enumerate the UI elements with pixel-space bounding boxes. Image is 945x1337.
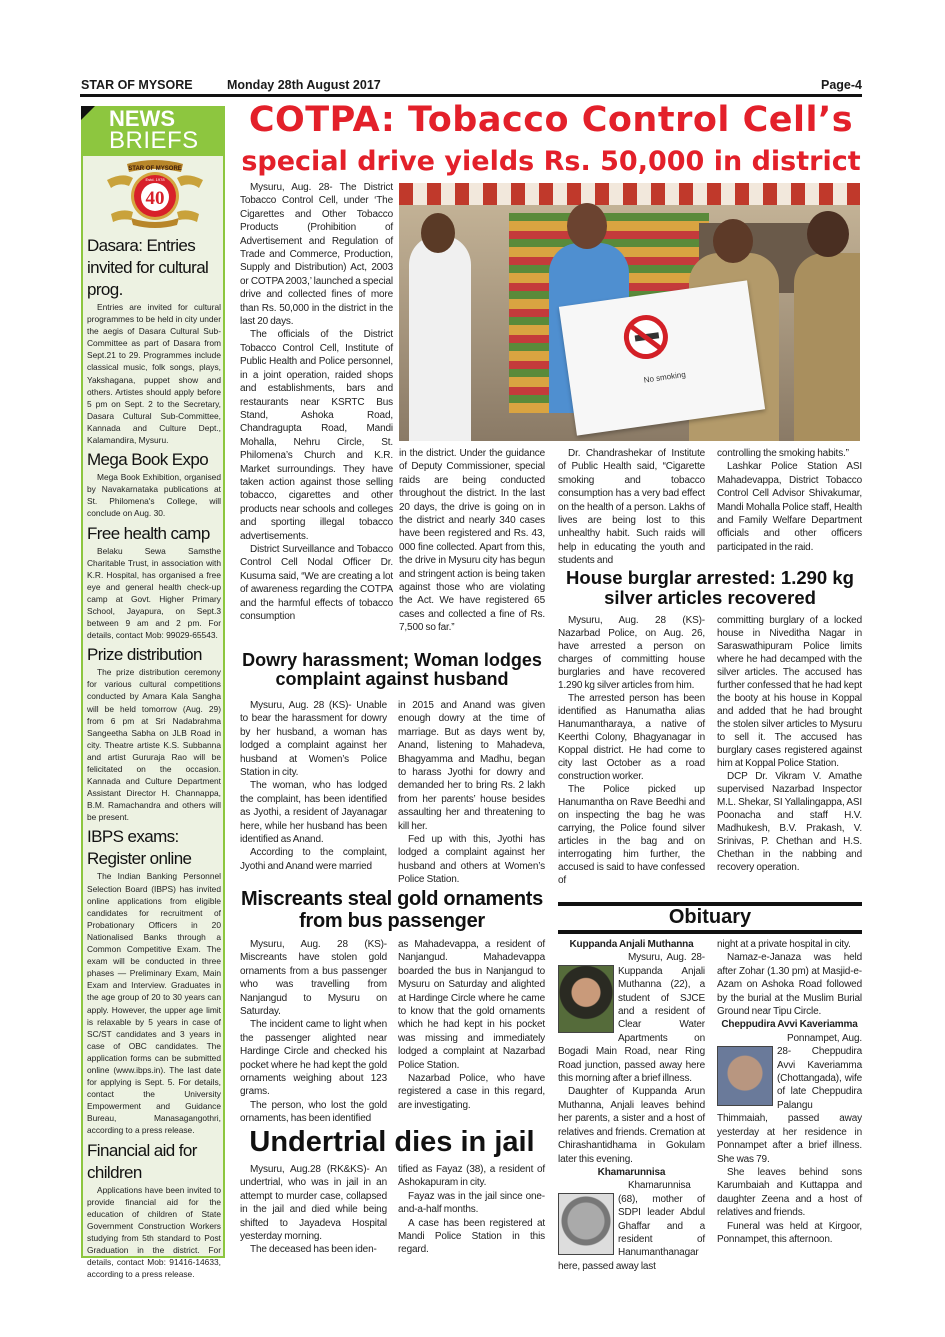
obituary-bottom-rule <box>558 930 862 934</box>
news-briefs-banner <box>83 108 223 156</box>
paragraph: The person, who lost the gold ornaments, has been identified <box>240 1099 387 1125</box>
obituary-photo-anjali <box>558 965 614 1033</box>
brief-body: Belaku Sewa Samsthe Charitable Trust, in association with K.R. Hospital, has organised a free eye and general health check-up camp at Govt. Higher Primary School, Jayapura, on Sept.3 between 9 am and 2 pm. For details, contact Mob: 99029-65543. <box>87 545 221 641</box>
paragraph: as Mahadevappa, a resident of Nanjangud. Mahadevappa boarded the bus in Nanjangud to Mysuru on Saturday and alighted at Hardinge Circle where he came to know that the gold ornaments which he had kept in his pocket was missing and immediately lodged a complaint at Nazarbad Police Station. <box>398 939 545 1071</box>
logo-ribbon-text: STAR OF MYSORE <box>128 166 182 172</box>
paragraph: The arrested person has been identified as Hanumatha alias Hanumantharaya, a native of Keerthi Colony, Bhagyanagar in Koppal district. He had come to city last October as a road construction worker. <box>558 693 705 782</box>
paragraph: Fed up with this, Jyothi has lodged a complaint against her husband and others at Women’s Police Station. <box>398 834 545 886</box>
shop-awning <box>399 183 860 205</box>
anniversary-logo-icon <box>103 158 207 230</box>
paragraph: Funeral was held at Kirgoor, Ponnampet, this afternoon. <box>717 1220 862 1245</box>
paragraph: Lashkar Police Station ASI Mahadevappa, District Tobacco Control Cell Advisor Shivakumar, Mandi Mohalla Police staff, Health and Family Welfare Department officials and other officers participated in the raid. <box>717 461 862 553</box>
undertrial-column-2 <box>398 1163 545 1257</box>
obituary-column-2 <box>717 938 862 1246</box>
paragraph: Mysuru, Aug. 28 (KS)- Miscreants have stolen gold ornaments from a bus passenger who was travelling from Nanjangud to Mysuru on Saturday. <box>240 939 387 1018</box>
obituary-photo-kaveriamma <box>717 1046 773 1106</box>
miscreants-column-2 <box>398 938 545 1112</box>
raid-photo <box>399 183 860 441</box>
dowry-column-2 <box>398 699 545 887</box>
paragraph: Fayaz was in the jail since one-and-a-half months. <box>398 1190 545 1216</box>
undertrial-headline: Undertrial dies in jail <box>249 1126 535 1158</box>
no-smoking-icon <box>621 312 671 362</box>
news-briefs-title-2: BRIEFS <box>109 127 199 154</box>
brief-body: Mega Book Exhibition, organised by Navakarnataka publications at St. Philomena's College, will conclude on Aug. 30. <box>87 472 221 519</box>
news-briefs-sidebar <box>81 106 225 1280</box>
paragraph: controlling the smoking habits.” <box>717 448 849 459</box>
brief-body: The Indian Banking Personnel Selection Board (IBPS) has invited online applications from eligible candidates for recruitment of Probationary Officers in 20 Nationalised Banks through a Common Competitive Exam. The exam will be conducted in three phases — Preliminary Exam, Main Exam and Interview. Graduates in the age group of 20 to 30 years can apply. However, the upper age limit is relaxable by 5 years in case of SC/ST candidates and 3 years in case of OBC candidates. The application forms can be submitted online (www.ibps.in). The last date for applying is Sept. 5. For details, contact the University Empowerment and Guidance Bureau, Manasagangothri, according to a press release. <box>87 871 221 1136</box>
brief-item <box>87 644 221 823</box>
news-briefs-list <box>87 232 221 1280</box>
paragraph: Namaz-e-Janaza was held after Zohar (1.30 pm) at Masjid-e-Azam on Ashoka Road followed by the burial at the Muslim Burial Ground near Tipu Circle. <box>717 952 862 1018</box>
brief-heading: Dasara: Entries invited for cultural prog. <box>87 236 209 299</box>
paragraph: Daughter of Kuppanda Arun Muthanna, Anjali leaves behind her parents, a sister and a host of relatives and friends. Cremation at Chirashantidhama in Gokulam later this evening. <box>558 1086 705 1165</box>
brief-body: Applications have been invited to provide financial aid for the education of children of State Government Construction Workers studying from 5th standard to Post Graduation in the district. For details, contact Mob: 91416-14633, according to a press release. <box>87 1184 221 1280</box>
paragraph: District Surveillance and Tobacco Control Cell Nodal Officer Dr. Kusuma said, “We are creating a lot of awareness regarding the COTPA and the harmful effects of tobacco consumption <box>240 543 393 622</box>
person-1 <box>409 235 471 441</box>
no-smoking-sign <box>559 280 765 435</box>
issue-date: Monday 28th August 2017 <box>227 78 381 92</box>
brief-heading: Free health camp <box>87 523 210 543</box>
lead-headline: COTPA: Tobacco Control Cell’s <box>248 100 854 140</box>
brief-item <box>87 449 221 519</box>
brief-heading: Mega Book Expo <box>87 450 209 470</box>
burglar-headline: House burglar arrested: 1.290 kg silver articles recovered <box>566 567 854 608</box>
brief-body: The prize distribution ceremony for various cultural competitions conducted by Amara Kala Sangha will be held tomorrow (Aug. 29) from 6 pm at Sri Nadabrahma Sangeetha Sabha on JLB Road in city. Theatre artiste K.S. Subbanna and artist Gururaja Rao will be felicitated on the occasion. Kannada and Culture Department Assistant Director H. Channappa, B.M. Ramachandra and others will be present. <box>87 667 221 823</box>
obituary-photo-khamarunnisa <box>558 1193 614 1255</box>
paragraph: Khamarunnisa (68), mother of SDPI leader Abdul Ghaffar and a resident of Hanumanthanagar here, passed away last <box>558 1180 705 1272</box>
paragraph: Ponnampet, Aug. 28- Cheppudira Avvi Kaveriamma (Chottangada), wife of late Cheppudira Palangu Thimmaiah, passed away yesterday at her residence in Ponnampet after a brief illness. She was 79. <box>717 1032 862 1165</box>
lead-column-1 <box>240 181 393 623</box>
dowry-headline: Dowry harassment; Woman lodges complaint against husband <box>242 650 542 690</box>
dowry-column-1 <box>240 699 387 873</box>
brief-heading: Prize distribution <box>87 645 202 665</box>
paragraph: night at a private hospital in city. <box>717 939 851 950</box>
brief-item <box>87 1140 221 1281</box>
obituary-column-1 <box>558 938 705 1273</box>
paragraph: The incident came to light when the passenger alighted near Hardinge Circle and checked his pocket where he had kept the gold ornaments weighing about 123 grams. <box>240 1019 387 1098</box>
police-officer-1-head <box>713 219 753 263</box>
obituary-name: Khamarunnisa <box>597 1166 666 1178</box>
paragraph: According to the complaint, Jyothi and Anand were married <box>240 847 387 872</box>
brief-heading: Financial aid for children <box>87 1140 197 1182</box>
police-officer-2 <box>794 253 860 441</box>
obituary-title: Obituary <box>668 906 752 928</box>
brief-heading: IBPS exams: Register online <box>87 827 192 869</box>
sign-caption: No smoking <box>643 369 687 385</box>
paragraph: Mysuru, Aug. 28- The District Tobacco Control Cell, under ‘The Cigarettes and Other Tobacco Products (Prohibition of Advertisement and Regulation of Trade and Commerce, Production, Supply and Distribution) Act, 2003 or COTPA 2003,’ launched a special drive and collected fines of more than Rs. 50,000 in the district in the last 20 days. <box>240 182 393 328</box>
paragraph: Mysuru, Aug. 28- Kuppanda Anjali Muthanna (22), a student of SJCE and a resident of Clear Water Apartments on Bogadi Main Road, near Ring Road junction, passed away here this morning after a brief illness. <box>558 952 705 1085</box>
paragraph: Mysuru, Aug.28 (RK&KS)- An undertrial, who was in jail in an attempt to murder case, collapsed in the jail and died while being shifted to Jayadeva Hospital yesterday morning. <box>240 1164 387 1243</box>
brief-body: Entries are invited for cultural programmes to be held in city under the aegis of Dasara Cultural Sub-Committee as part of Dasara from Sept.21 to 29. Programmes include classical music, folk songs, plays, Yakshagana, puppet show and others. Artistes should apply before 5 pm on Sept. 2 to the Secretary, Dasara Cultural Sub-Committee, Kannada and Culture Dept., Kalamandira, Mysuru. <box>87 302 221 446</box>
police-officer-2-head <box>807 211 849 257</box>
lead-column-4 <box>717 447 862 554</box>
paragraph: A case has been registered at Mandi Police Station in this regard. <box>398 1217 545 1256</box>
page-number: Page-4 <box>821 78 862 92</box>
person-1-head <box>421 213 455 253</box>
paragraph: The woman, who has lodged the complaint, has been identified as Jyothi, a resident of Jayanagar here, while her husband has been identified as Anand. <box>240 780 387 846</box>
paragraph: in the district. Under the guidance of Deputy Commissioner, special raids are being conducted throughout the district. In the last 20 days, the drive is going on in the district and nearly 340 cases have been registered and Rs. 43, 000 fine collected. Apart from this, the drive in Mysuru city has begun and stringent action is being taken against those who are violating the Act. We have registered 65 cases and collected a fine of Rs. 7,500 so far.” <box>399 448 545 634</box>
paragraph: tified as Fayaz (38), a resident of Ashokapuram in city. <box>398 1164 545 1189</box>
paragraph: Mysuru, Aug. 28 (KS)- Nazarbad Police, on Aug. 26, have arrested a person on charges of committing house burglaries and have recovered 1.290 kg silver articles from him. <box>558 615 705 691</box>
brief-item <box>87 826 221 1136</box>
paragraph: The deceased has been iden- <box>250 1244 377 1256</box>
person-2-head <box>567 203 607 249</box>
brief-item <box>87 523 221 642</box>
paragraph: The Police picked up Hanumantha on Rave Beedhi and on inspecting the bag he was carrying, the Police found silver articles in the bag and on interrogating him further, the accused is said to have confessed of <box>558 784 705 886</box>
obituary-name: Kuppanda Anjali Muthanna <box>569 939 694 950</box>
burglar-column-2 <box>717 614 862 874</box>
corner-triangle-icon <box>81 106 95 120</box>
paragraph: DCP Dr. Vikram V. Amathe supervised Nazarbad Inspector M.L. Shekar, SI Yallalingappa, ASI Poonacha and staff H.V. Madhukesh, B.V. Prakash, V. Srinivas, P. Chethan and H.S. Chethan in the nabbing and recovery operation. <box>717 771 862 873</box>
brief-item <box>87 235 221 446</box>
paragraph: Dr. Chandrashekar of Institute of Public Health said, “Cigarette smoking and tobacco consumption has a very bad effect on the health of a person. Lakhs of lives are being lost to this unhealthy habit. Such raids will help in educating the youth and students and <box>558 448 705 567</box>
logo-number: 40 <box>145 188 165 209</box>
paragraph: Nazarbad Police, who have registered a case in this regard, are investigating. <box>398 1073 545 1111</box>
burglar-column-1 <box>558 614 705 887</box>
obituary-name: Cheppudira Avvi Kaveriamma <box>721 1019 858 1031</box>
lead-column-2 <box>399 447 545 635</box>
news-briefs-title-1: NEWS <box>109 106 175 131</box>
lead-column-3 <box>558 447 705 568</box>
paper-name: STAR OF MYSORE <box>81 78 193 92</box>
paragraph: committing burglary of a locked house in Niveditha Nagar in Saraswathipuram Police limits where he had decamped with the silver articles. The accused has further confessed that he had kept the booty at his house in Koppal and added that he had brought the stolen silver articles to Mysuru to sell it. The accused has burglary cases registered against him at Koppal Police Station. <box>717 615 862 769</box>
masthead-rule <box>80 94 862 97</box>
miscreants-headline: Miscreants steal gold ornaments from bus passenger <box>241 888 543 932</box>
paragraph: The officials of the District Tobacco Control Cell, Institute of Public Health and Police personnel, in a joint operation, raided shops and establishments, bars and restaurants near KSRTC Bus Stand, Ashoka Road, Chandragupta Road, Mandi Mohalla, Nehru Circle, St. Philomena’s Church and K.R. Market surroundings. They have taken action against those selling tobacco, cigarettes and other products near schools and colleges and sporting illegal tobacco advertisements. <box>240 329 393 542</box>
paragraph: She leaves behind sons Karumbaiah and Kuttappa and daughter Zeena and a host of relatives and friends. <box>717 1166 862 1219</box>
miscreants-column-1 <box>240 938 387 1126</box>
paragraph: in 2015 and Anand was given enough dowry at the time of marriage. But as days went by, Anand, listening to Mahadeva, Bhagyamma and Madhu, began to harass Jyothi for dowry and demanded her to bring Rs. 2 lakh from her parents’ house besides assaulting her and threatening to kill her. <box>398 700 545 832</box>
undertrial-column-1 <box>240 1163 387 1257</box>
logo-est: Estd. 1978 <box>145 177 165 182</box>
lead-subheadline: special drive yields Rs. 50,000 in district <box>241 146 861 177</box>
paragraph: Mysuru, Aug. 28 (KS)- Unable to bear the harassment for dowry by her husband, a woman has lodged a complaint against her husband at Women’s Police Station in city. <box>240 700 387 779</box>
